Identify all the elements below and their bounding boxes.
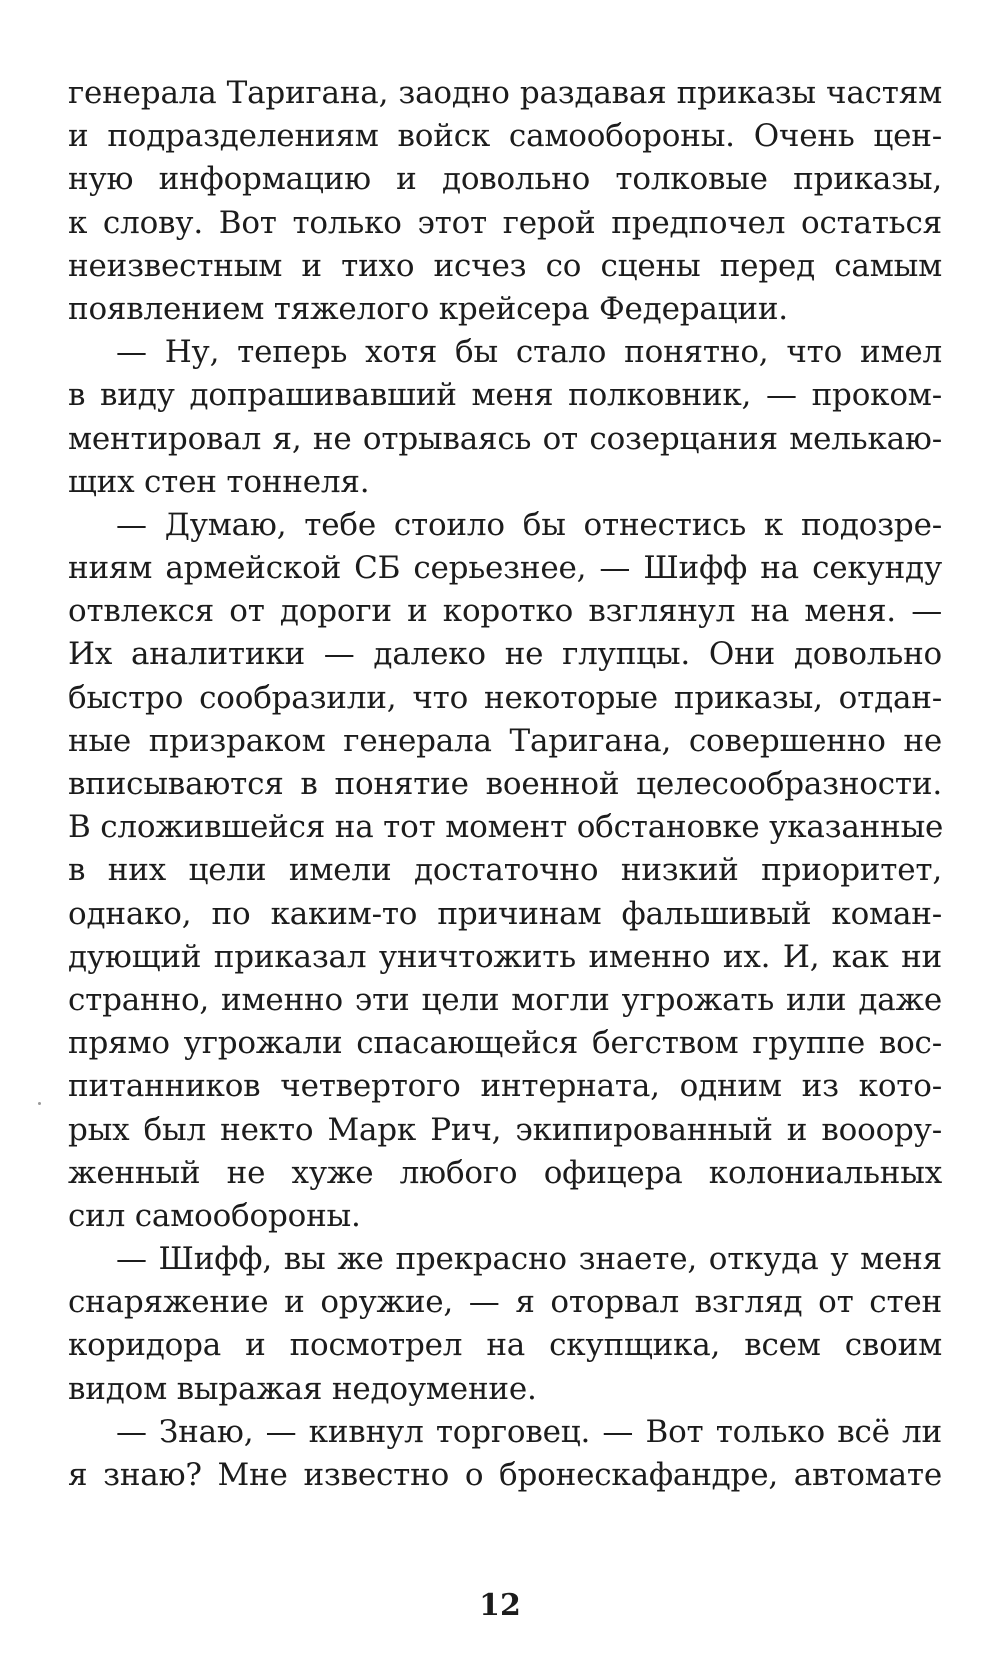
text-line: сил самообороны. bbox=[68, 1197, 361, 1234]
text-line: — Шифф, вы же прекрасно знаете, откуда у меня bbox=[116, 1241, 942, 1278]
text-line: в виду допрашивавший меня полковник, — проком- bbox=[68, 377, 942, 414]
text-line: Их аналитики — далеко не глупцы. Они довольно bbox=[68, 636, 942, 673]
text-line: и подразделениям войск самообороны. Очень цен- bbox=[68, 118, 942, 155]
body-text bbox=[68, 72, 942, 1497]
text-line: В сложившейся на тот момент обстановке указанные bbox=[68, 809, 944, 846]
text-line: — Знаю, — кивнул торговец. — Вот только всё ли bbox=[116, 1413, 942, 1450]
text-line: ную информацию и довольно толковые приказы, bbox=[68, 161, 942, 198]
scan-speck bbox=[38, 1102, 41, 1105]
text-line: прямо угрожали спасающейся бегством группе вос- bbox=[68, 1025, 942, 1062]
text-line: щих стен тоннеля. bbox=[68, 463, 370, 500]
page-number: 12 bbox=[479, 1588, 521, 1623]
text-line: однако, по каким-то причинам фальшивый коман- bbox=[68, 895, 942, 932]
text-line: ниям армейской СБ серьезнее, — Шифф на секунду bbox=[68, 550, 942, 587]
text-line: я знаю? Мне известно о бронескафандре, автомате bbox=[68, 1457, 942, 1493]
text-line: рых был некто Марк Рич, экипированный и вооору- bbox=[68, 1111, 942, 1148]
text-line: снаряжение и оружие, — я оторвал взгляд от стен bbox=[68, 1284, 942, 1321]
text-line: — Думаю, тебе стоило бы отнестись к подозре- bbox=[116, 506, 942, 543]
text-line: женный не хуже любого офицера колониальных bbox=[68, 1154, 942, 1191]
text-line: дующий приказал уничтожить именно их. И, как ни bbox=[68, 938, 942, 975]
text-line: — Ну, теперь хотя бы стало понятно, что имел bbox=[116, 334, 942, 371]
text-line: отвлекся от дороги и коротко взглянул на меня. — bbox=[68, 593, 942, 630]
text-line: питанников четвертого интерната, одним из кото- bbox=[68, 1068, 942, 1105]
text-line: странно, именно эти цели могли угрожать или даже bbox=[68, 981, 942, 1018]
text-line: видом выражая недоумение. bbox=[68, 1370, 537, 1407]
text-line: вписываются в понятие военной целесообразности. bbox=[68, 766, 942, 802]
text-line: появлением тяжелого крейсера Федерации. bbox=[68, 290, 788, 327]
text-line: в них цели имели достаточно низкий приоритет, bbox=[68, 852, 942, 889]
text-line: к слову. Вот только этот герой предпочел остаться bbox=[68, 204, 942, 241]
text-line: генерала Таригана, заодно раздавая приказы частям bbox=[68, 75, 942, 111]
text-line: неизвестным и тихо исчез со сцены перед самым bbox=[68, 247, 942, 284]
text-line: быстро сообразили, что некоторые приказы, отдан- bbox=[68, 679, 942, 716]
text-line: ные призраком генерала Таригана, совершенно не bbox=[68, 722, 942, 759]
text-line: ментировал я, не отрываясь от созерцания мелькаю- bbox=[68, 420, 942, 457]
text-line: коридора и посмотрел на скупщика, всем своим bbox=[68, 1327, 942, 1364]
